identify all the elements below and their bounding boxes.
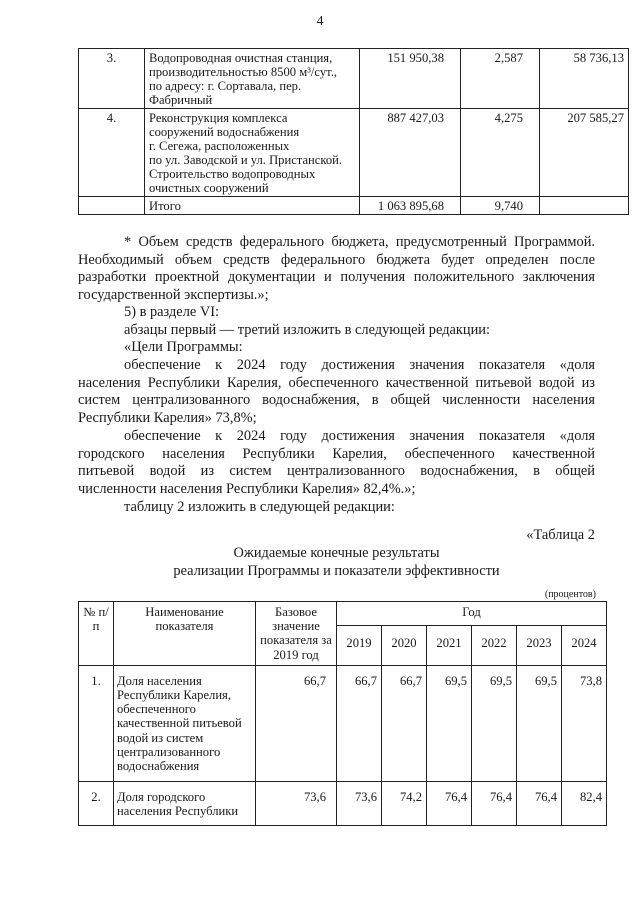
indicator-name: Доля населения Республики Карелия, обеспеченного качественной питьевой водой из систем централизованного водоснабжения (114, 665, 256, 781)
text-line: обеспечение к 2024 году достижения значения показателя «доля (124, 428, 595, 444)
header-year-cell: 2021 (427, 625, 472, 665)
year-value: 76,4 (427, 782, 472, 825)
table-row (79, 665, 607, 781)
table-label: «Таблица 2 (526, 527, 595, 543)
text-line: Республики Карелия» 73,8%; (78, 409, 257, 426)
table-title-line: Ожидаемые конечные результаты (233, 545, 440, 561)
row-number: 3. (79, 49, 145, 109)
text-line: * Объем средств федерального бюджета, предусмотренный Программой. (124, 234, 595, 250)
year-value: 76,4 (517, 782, 562, 825)
total-amount-c (540, 197, 629, 215)
indicator-name: Доля городского населения Республики (114, 782, 256, 825)
funding-table (78, 48, 629, 215)
year-value: 69,5 (427, 665, 472, 781)
text-line: городского населения Республики Карелия, обеспеченного качественной (78, 445, 595, 462)
object-name-line: Реконструкция комплекса (149, 111, 288, 125)
object-name-line: Фабричный (149, 93, 213, 107)
text-line: населения Республики Карелия, обеспеченного качественной питьевой водой из (78, 374, 595, 391)
table-title (78, 544, 595, 580)
header-name: Наименование показателя (114, 602, 256, 666)
amount-cell: 887 427,03 (360, 109, 461, 197)
row-number: 4. (79, 109, 145, 197)
header-year-cell: 2020 (382, 625, 427, 665)
section-item (78, 304, 595, 357)
year-value: 69,5 (472, 665, 517, 781)
text-line: систем централизованного водоснабжения, в общей численности населения (78, 392, 595, 409)
year-value: 73,6 (337, 782, 382, 825)
year-value: 69,5 (517, 665, 562, 781)
year-value: 74,2 (382, 782, 427, 825)
header-year: Год (337, 602, 607, 626)
text-line: 5) в разделе VI: (124, 304, 220, 320)
header-year-cell: 2022 (472, 625, 517, 665)
object-name-line: по адресу: г. Сортавала, пер. (149, 79, 302, 93)
object-name-line: по ул. Заводской и ул. Пристанской. (149, 153, 343, 167)
table2-intro (78, 499, 595, 517)
total-share: 9,740 (461, 197, 540, 215)
table-row (79, 782, 607, 825)
units-label: (процентов) (544, 589, 596, 600)
row-number: 2. (79, 782, 114, 825)
object-name-line: г. Сегежа, расположенных (149, 139, 290, 153)
total-amount: 1 063 895,68 (360, 197, 461, 215)
text-line: государственной экспертизы.»; (78, 286, 269, 303)
share-cell: 2,587 (461, 49, 540, 109)
header-row (79, 602, 607, 626)
results-table (78, 601, 607, 826)
object-name (145, 49, 360, 109)
page-number: 4 (316, 14, 324, 29)
base-value: 73,6 (256, 782, 337, 825)
text-line: разработки проектной документации и получения положительного заключения (78, 269, 595, 286)
text-line: абзацы первый — третий изложить в следующей редакции: (124, 321, 491, 338)
text-line: Необходимый объем средств федерального бюджета будет определен после (78, 251, 595, 268)
table-row (79, 109, 629, 197)
text-line: питьевой водой из систем централизованного водоснабжения, в общей (78, 463, 595, 480)
header-year-cell: 2023 (517, 625, 562, 665)
header-year-cell: 2019 (337, 625, 382, 665)
amount-cell: 151 950,38 (360, 49, 461, 109)
object-name-line: производительностью 8500 м³/сут., (149, 65, 338, 79)
row-number: 1. (79, 665, 114, 781)
year-value: 73,8 (562, 665, 607, 781)
year-value: 66,7 (382, 665, 427, 781)
footnote-paragraph (78, 234, 595, 304)
object-name-line: сооружений водоснабжения (149, 125, 300, 139)
amount-cell: 207 585,27 (540, 109, 629, 197)
header-base: Базовое значение показателя за 2019 год (256, 602, 337, 666)
header-num: № п/п (79, 602, 114, 666)
empty-cell (79, 197, 145, 215)
goal-paragraph-2 (78, 428, 595, 498)
object-name (145, 109, 360, 197)
object-name-line: Водопроводная очистная станция, (149, 51, 333, 65)
table-row (79, 49, 629, 109)
table-title-line: реализации Программы и показатели эффективности (173, 563, 500, 579)
text-line: численности населения Республики Карелия» 82,4%.»; (78, 480, 416, 497)
share-cell: 4,275 (461, 109, 540, 197)
object-name-line: Строительство водопроводных (149, 167, 316, 181)
header-year-cell: 2024 (562, 625, 607, 665)
year-value: 76,4 (472, 782, 517, 825)
total-row (79, 197, 629, 215)
object-name-line: очистных сооружений (149, 181, 269, 195)
total-label: Итого (145, 197, 360, 215)
text-line: таблицу 2 изложить в следующей редакции: (124, 499, 395, 515)
text-line: обеспечение к 2024 году достижения значения показателя «доля (124, 357, 595, 373)
text-line: «Цели Программы: (124, 339, 243, 356)
amount-cell: 58 736,13 (540, 49, 629, 109)
year-value: 66,7 (337, 665, 382, 781)
year-value: 82,4 (562, 782, 607, 825)
base-value: 66,7 (256, 665, 337, 781)
goal-paragraph-1 (78, 357, 595, 427)
